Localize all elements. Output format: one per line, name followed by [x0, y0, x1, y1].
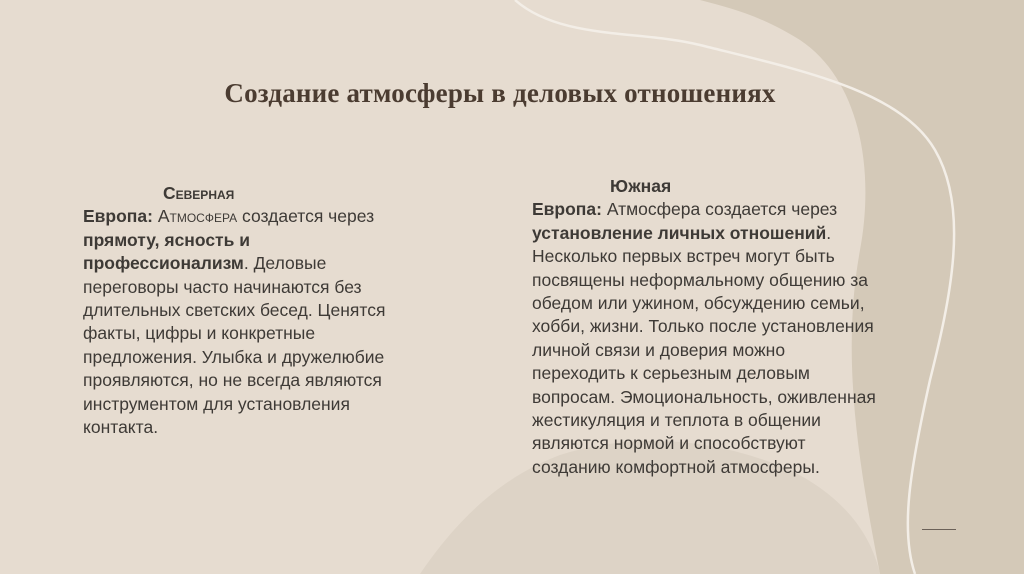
- slide-number-line: [922, 529, 956, 530]
- south-heading: Южная: [610, 176, 672, 196]
- north-body: . Деловые переговоры часто начинаются без длительных светских бесед. Ценятся факты, цифры и конкретные предложения. Улыбка и дружелюбие проявляются, но не всегда являются инструментом для установления контакта.: [83, 253, 386, 438]
- south-intro: Атмосфера создается через: [601, 199, 838, 220]
- south-region-label: Европа:: [532, 199, 602, 220]
- north-intro: создается через: [237, 206, 375, 227]
- north-region-label: Европа:: [83, 206, 153, 227]
- north-bold-phrase: прямоту, ясность и профессионализм: [83, 229, 251, 274]
- south-body: . Несколько первых встреч могут быть посвящены неформальному общению за обедом или ужином, обсуждению семьи, хобби, жизни. Только после установления личной связи и доверия можно переходить к серьезным деловым вопросам. Эмоциональность, оживленная жестикуляция и теплота в общении являются нормой и способствуют созданию комфортной атмосферы.: [532, 222, 876, 477]
- slide-title: Создание атмосферы в деловых отношениях: [224, 78, 776, 108]
- north-heading: Северная: [163, 183, 235, 203]
- north-intro-smallcaps: Атмосфера: [157, 206, 238, 227]
- south-bold-phrase: установление личных отношений: [532, 222, 827, 243]
- north-europe-text: [83, 182, 413, 439]
- south-europe-text: [532, 175, 880, 479]
